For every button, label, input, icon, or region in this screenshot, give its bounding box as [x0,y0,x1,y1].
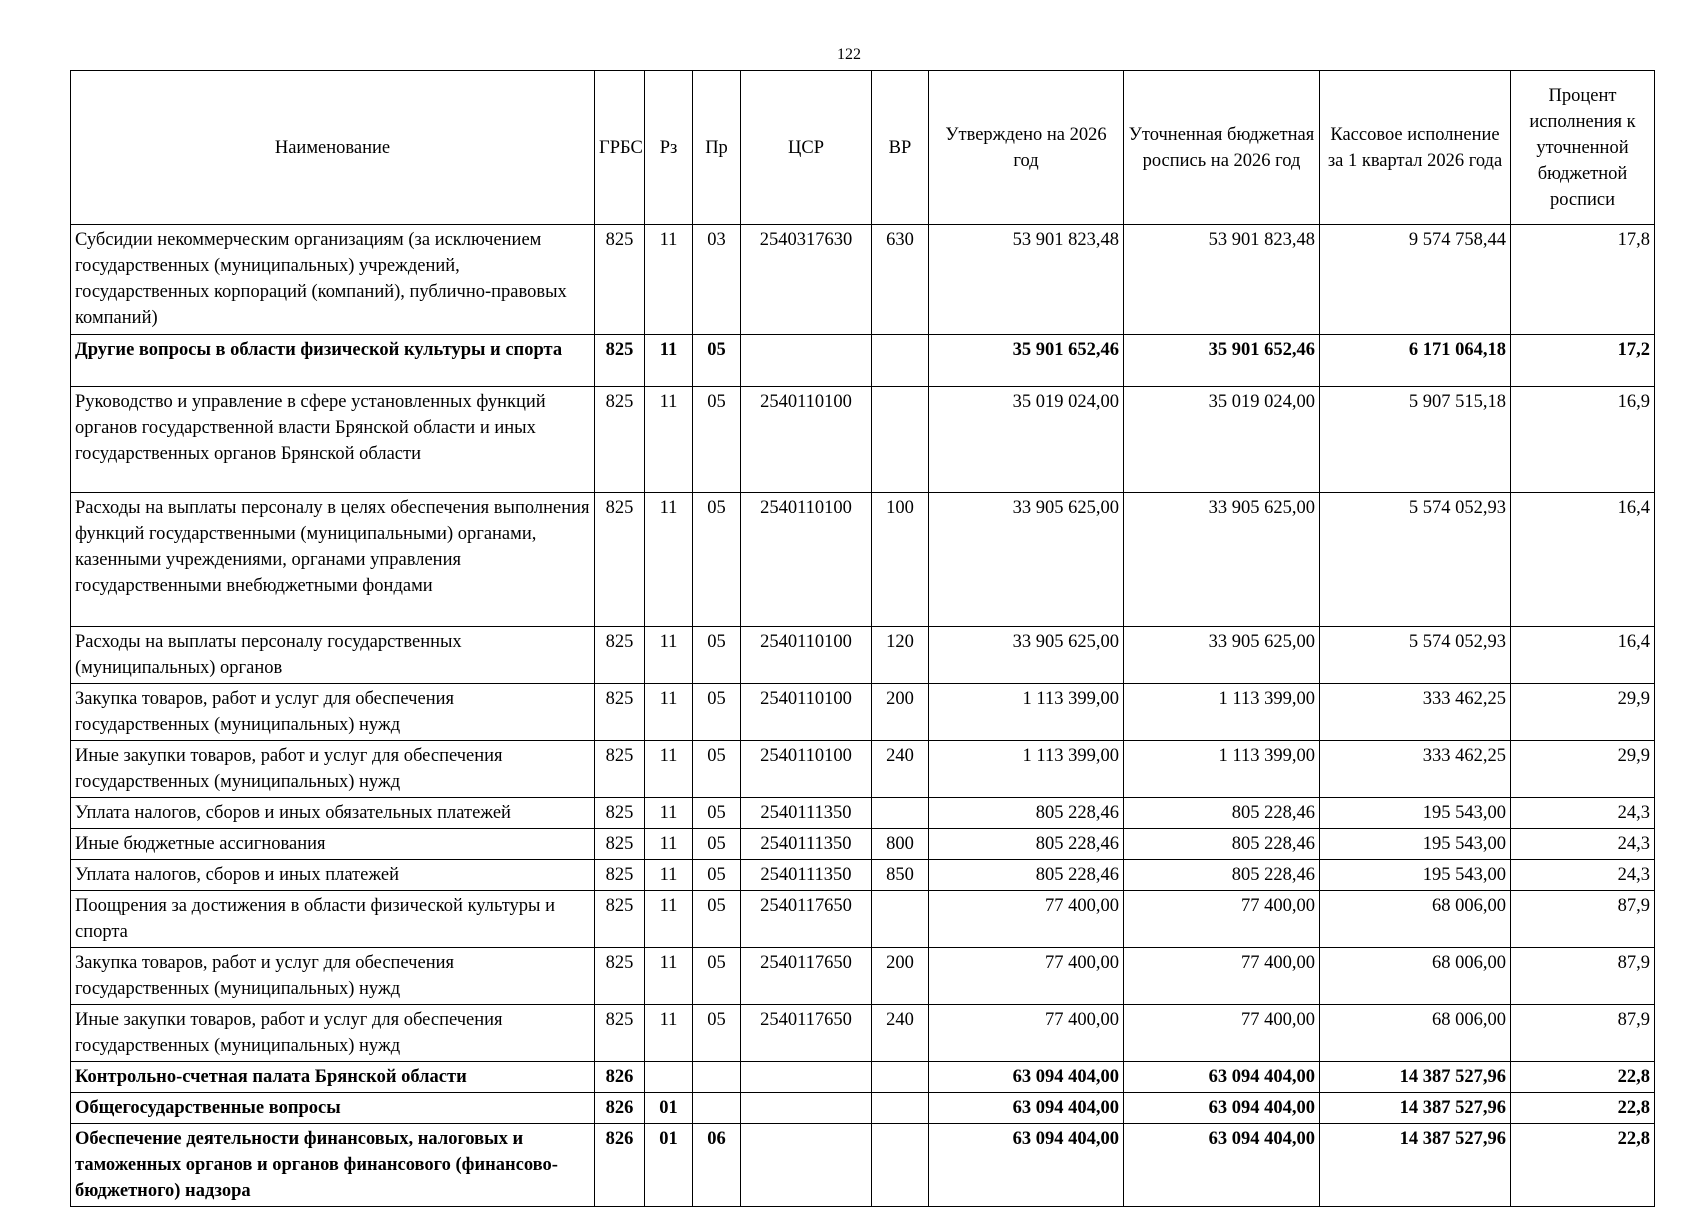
cell-pr: 05 [693,741,741,798]
cell-percent: 16,4 [1511,493,1655,627]
cell-percent: 22,8 [1511,1062,1655,1093]
table-row [71,829,1655,860]
cell-rz: 11 [645,741,693,798]
cell-vr [872,798,929,829]
cell-approved: 35 019 024,00 [929,387,1124,493]
cell-csr: 2540111350 [741,798,872,829]
cell-csr: 2540110100 [741,684,872,741]
cell-grbs: 825 [595,1005,645,1062]
cell-rz: 11 [645,387,693,493]
table-row [71,225,1655,335]
cell-name: Закупка товаров, работ и услуг для обеспечения государственных (муниципальных) нужд [71,948,595,1005]
cell-vr: 850 [872,860,929,891]
cell-approved: 1 113 399,00 [929,741,1124,798]
cell-percent: 87,9 [1511,1005,1655,1062]
cell-csr [741,335,872,387]
cell-name: Иные закупки товаров, работ и услуг для обеспечения государственных (муниципальных) нужд [71,741,595,798]
cell-pr [693,1093,741,1124]
cell-approved: 77 400,00 [929,1005,1124,1062]
cell-pr: 06 [693,1124,741,1207]
cell-refined: 63 094 404,00 [1124,1062,1320,1093]
cell-name: Субсидии некоммерческим организациям (за исключением государственных (муниципальных) учреждений, государственных корпораций (компаний), публично-правовых компаний) [71,225,595,335]
cell-refined: 63 094 404,00 [1124,1124,1320,1207]
cell-vr: 120 [872,627,929,684]
cell-percent: 24,3 [1511,860,1655,891]
table-row [71,493,1655,627]
cell-cash: 333 462,25 [1320,741,1511,798]
table-body [71,225,1655,1207]
header-percent: Процент исполнения к уточненной бюджетной росписи [1511,71,1655,225]
cell-cash: 14 387 527,96 [1320,1093,1511,1124]
cell-rz: 11 [645,1005,693,1062]
header-row [71,71,1655,225]
table-row [71,684,1655,741]
cell-percent: 16,4 [1511,627,1655,684]
cell-approved: 63 094 404,00 [929,1093,1124,1124]
cell-refined: 805 228,46 [1124,860,1320,891]
cell-csr: 2540110100 [741,741,872,798]
cell-vr [872,1124,929,1207]
cell-cash: 333 462,25 [1320,684,1511,741]
cell-csr [741,1124,872,1207]
cell-vr [872,387,929,493]
cell-name: Расходы на выплаты персоналу государственных (муниципальных) органов [71,627,595,684]
cell-name: Поощрения за достижения в области физической культуры и спорта [71,891,595,948]
cell-approved: 63 094 404,00 [929,1062,1124,1093]
cell-pr: 05 [693,684,741,741]
cell-cash: 195 543,00 [1320,829,1511,860]
cell-refined: 53 901 823,48 [1124,225,1320,335]
cell-vr: 240 [872,1005,929,1062]
cell-name: Закупка товаров, работ и услуг для обеспечения государственных (муниципальных) нужд [71,684,595,741]
table-row [71,741,1655,798]
cell-vr: 200 [872,684,929,741]
budget-execution-table [70,70,1655,1207]
cell-grbs: 825 [595,627,645,684]
cell-name: Контрольно-счетная палата Брянской области [71,1062,595,1093]
table-row [71,860,1655,891]
cell-percent: 17,8 [1511,225,1655,335]
cell-grbs: 825 [595,829,645,860]
header-approved: Утверждено на 2026 год [929,71,1124,225]
cell-approved: 77 400,00 [929,891,1124,948]
cell-csr: 2540117650 [741,948,872,1005]
cell-cash: 5 907 515,18 [1320,387,1511,493]
cell-pr: 05 [693,798,741,829]
cell-pr: 05 [693,335,741,387]
cell-csr: 2540317630 [741,225,872,335]
cell-grbs: 826 [595,1093,645,1124]
cell-rz: 11 [645,860,693,891]
cell-approved: 63 094 404,00 [929,1124,1124,1207]
cell-rz: 11 [645,798,693,829]
cell-vr [872,891,929,948]
cell-grbs: 825 [595,335,645,387]
cell-rz: 11 [645,948,693,1005]
cell-pr: 05 [693,627,741,684]
cell-rz: 11 [645,684,693,741]
cell-csr: 2540110100 [741,387,872,493]
cell-vr: 100 [872,493,929,627]
cell-cash: 6 171 064,18 [1320,335,1511,387]
header-cash: Кассовое исполнение за 1 квартал 2026 года [1320,71,1511,225]
cell-percent: 16,9 [1511,387,1655,493]
cell-pr [693,1062,741,1093]
cell-rz: 01 [645,1093,693,1124]
cell-cash: 195 543,00 [1320,860,1511,891]
page-number: 122 [837,46,861,63]
cell-approved: 1 113 399,00 [929,684,1124,741]
cell-cash: 9 574 758,44 [1320,225,1511,335]
cell-cash: 68 006,00 [1320,891,1511,948]
cell-csr [741,1062,872,1093]
cell-name: Обеспечение деятельности финансовых, налоговых и таможенных органов и органов финансового (финансово-бюджетного) надзора [71,1124,595,1207]
cell-refined: 1 113 399,00 [1124,684,1320,741]
cell-cash: 5 574 052,93 [1320,493,1511,627]
cell-cash: 5 574 052,93 [1320,627,1511,684]
cell-grbs: 825 [595,948,645,1005]
cell-vr: 200 [872,948,929,1005]
cell-approved: 805 228,46 [929,829,1124,860]
cell-name: Иные бюджетные ассигнования [71,829,595,860]
cell-csr: 2540117650 [741,891,872,948]
cell-grbs: 825 [595,798,645,829]
cell-name: Иные закупки товаров, работ и услуг для обеспечения государственных (муниципальных) нужд [71,1005,595,1062]
table-row [71,948,1655,1005]
cell-pr: 03 [693,225,741,335]
cell-percent: 87,9 [1511,891,1655,948]
cell-refined: 77 400,00 [1124,1005,1320,1062]
cell-approved: 33 905 625,00 [929,627,1124,684]
cell-rz: 11 [645,891,693,948]
cell-refined: 805 228,46 [1124,829,1320,860]
cell-grbs: 825 [595,741,645,798]
cell-grbs: 825 [595,684,645,741]
cell-refined: 33 905 625,00 [1124,493,1320,627]
cell-name: Уплата налогов, сборов и иных платежей [71,860,595,891]
cell-pr: 05 [693,387,741,493]
cell-vr: 800 [872,829,929,860]
cell-vr [872,335,929,387]
table-row [71,627,1655,684]
cell-pr: 05 [693,829,741,860]
cell-grbs: 825 [595,860,645,891]
header-rz: Рз [645,71,693,225]
cell-vr: 630 [872,225,929,335]
table-row [71,798,1655,829]
cell-pr: 05 [693,948,741,1005]
cell-name: Уплата налогов, сборов и иных обязательных платежей [71,798,595,829]
cell-approved: 35 901 652,46 [929,335,1124,387]
cell-percent: 87,9 [1511,948,1655,1005]
cell-cash: 68 006,00 [1320,1005,1511,1062]
cell-percent: 29,9 [1511,741,1655,798]
cell-percent: 17,2 [1511,335,1655,387]
cell-cash: 195 543,00 [1320,798,1511,829]
cell-refined: 77 400,00 [1124,948,1320,1005]
cell-name: Руководство и управление в сфере установленных функций органов государственной власти Брянской области и иных государственных органов Брянской области [71,387,595,493]
cell-rz: 11 [645,829,693,860]
cell-csr: 2540110100 [741,493,872,627]
cell-csr: 2540117650 [741,1005,872,1062]
table-row [71,1062,1655,1093]
cell-csr: 2540110100 [741,627,872,684]
cell-cash: 68 006,00 [1320,948,1511,1005]
cell-rz [645,1062,693,1093]
cell-pr: 05 [693,860,741,891]
cell-vr: 240 [872,741,929,798]
cell-grbs: 825 [595,891,645,948]
cell-approved: 805 228,46 [929,798,1124,829]
table-row [71,1005,1655,1062]
cell-approved: 77 400,00 [929,948,1124,1005]
table-row [71,1093,1655,1124]
header-pr: Пр [693,71,741,225]
cell-csr: 2540111350 [741,860,872,891]
cell-pr: 05 [693,493,741,627]
cell-pr: 05 [693,1005,741,1062]
header-name: Наименование [71,71,595,225]
cell-percent: 24,3 [1511,829,1655,860]
cell-refined: 63 094 404,00 [1124,1093,1320,1124]
cell-name: Другие вопросы в области физической культуры и спорта [71,335,595,387]
cell-percent: 22,8 [1511,1093,1655,1124]
header-grbs: ГРБС [595,71,645,225]
cell-refined: 35 901 652,46 [1124,335,1320,387]
cell-rz: 11 [645,335,693,387]
cell-refined: 35 019 024,00 [1124,387,1320,493]
cell-csr: 2540111350 [741,829,872,860]
cell-approved: 33 905 625,00 [929,493,1124,627]
cell-rz: 11 [645,493,693,627]
cell-cash: 14 387 527,96 [1320,1124,1511,1207]
cell-approved: 53 901 823,48 [929,225,1124,335]
cell-rz: 11 [645,627,693,684]
cell-refined: 805 228,46 [1124,798,1320,829]
header-refined: Уточненная бюджетная роспись на 2026 год [1124,71,1320,225]
cell-refined: 77 400,00 [1124,891,1320,948]
cell-csr [741,1093,872,1124]
header-vr: ВР [872,71,929,225]
table-row [71,1124,1655,1207]
cell-grbs: 826 [595,1124,645,1207]
header-csr: ЦСР [741,71,872,225]
cell-percent: 22,8 [1511,1124,1655,1207]
cell-percent: 24,3 [1511,798,1655,829]
cell-refined: 33 905 625,00 [1124,627,1320,684]
cell-approved: 805 228,46 [929,860,1124,891]
table-row [71,891,1655,948]
cell-grbs: 826 [595,1062,645,1093]
table-row [71,387,1655,493]
cell-grbs: 825 [595,387,645,493]
cell-rz: 01 [645,1124,693,1207]
cell-cash: 14 387 527,96 [1320,1062,1511,1093]
cell-vr [872,1062,929,1093]
table-row [71,335,1655,387]
cell-rz: 11 [645,225,693,335]
cell-percent: 29,9 [1511,684,1655,741]
cell-vr [872,1093,929,1124]
cell-grbs: 825 [595,493,645,627]
cell-refined: 1 113 399,00 [1124,741,1320,798]
cell-grbs: 825 [595,225,645,335]
cell-name: Общегосударственные вопросы [71,1093,595,1124]
cell-pr: 05 [693,891,741,948]
cell-name: Расходы на выплаты персоналу в целях обеспечения выполнения функций государственными (муниципальными) органами, казенными учреждениями, органами управления государственными внебюджетными фондами [71,493,595,627]
